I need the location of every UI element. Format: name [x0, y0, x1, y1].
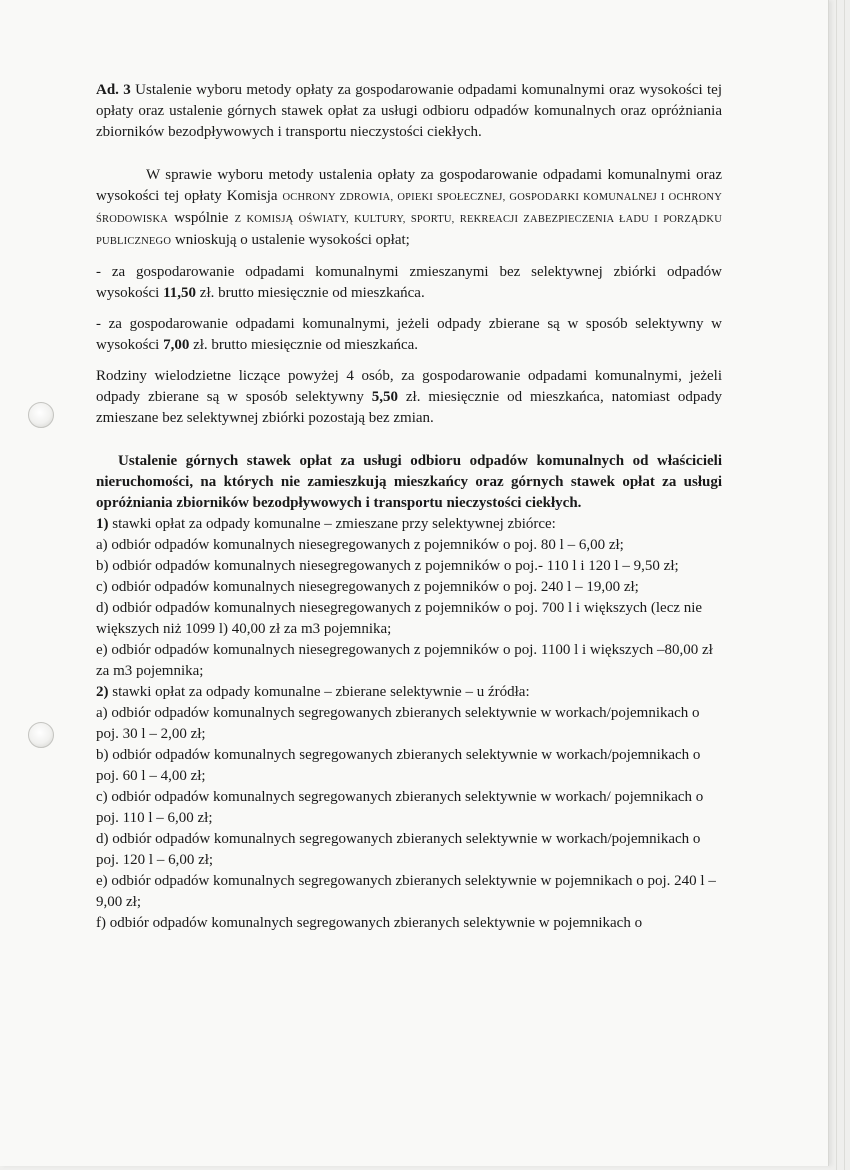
section1-number: 1) [96, 516, 109, 532]
bullet-selective-waste [96, 314, 722, 356]
bullet-selective-amount: 7,00 [163, 337, 190, 353]
section1-title [96, 514, 722, 535]
list-item: b) odbiór odpadów komunalnych segregowanych zbieranych selektywnie w workach/pojemnikach o poj. 60 l – 4,00 zł; [96, 747, 701, 784]
bullet-mixed-amount: 11,50 [163, 285, 197, 301]
rates-heading-text: Ustalenie górnych stawek opłat za usługi odbioru odpadów komunalnych od właścicieli nieruchomości, na których nie zamieszkują mieszkańcy oraz górnych stawek opłat za usługi opróżniania zbiorników bezodpływowych i transportu nieczystości ciekłych. [96, 453, 722, 511]
list-item: a) odbiór odpadów komunalnych niesegregowanych z pojemników o poj. 80 l – 6,00 zł; [96, 537, 624, 553]
section1-title-text: stawki opłat za odpady komunalne – zmieszane przy selektywnej zbiórce: [108, 516, 556, 532]
commission-joint: wspólnie [168, 210, 235, 226]
page-edge [836, 0, 837, 1170]
punch-hole-top [28, 402, 54, 428]
list-item: e) odbiór odpadów komunalnych niesegregowanych z pojemników o poj. 1100 l i większych –80,00 zł za m3 pojemnika; [96, 642, 713, 679]
ad3-text: Ustalenie wyboru metody opłaty za gospodarowanie odpadami komunalnymi oraz wysokości tej opłaty oraz ustalenie górnych stawek opłat za usługi odbioru odpadów komunalnych oraz opróżniania zbiorników bezodpływowych i transportu nieczystości ciekłych. [96, 82, 722, 140]
list-item: d) odbiór odpadów komunalnych niesegregowanych z pojemników o poj. 700 l i większych (lecz nie większych niż 1099 l) 40,00 zł za m3 pojemnika; [96, 600, 703, 637]
list-item: e) odbiór odpadów komunalnych segregowanych zbieranych selektywnie w pojemnikach o poj. 240 l – 9,00 zł; [96, 873, 716, 910]
bullet-mixed-waste [96, 262, 722, 304]
document-body [96, 80, 722, 934]
bullet-selective-post: zł. brutto miesięcznie od mieszkańca. [189, 337, 419, 353]
commission-lead: W sprawie wyboru metody ustalenia opłaty za gospodarowanie odpadami komunalnymi oraz wysokości tej opłaty Komisja [96, 167, 722, 204]
bullet-mixed-post: zł. brutto miesięcznie od mieszkańca. [196, 285, 425, 301]
families-post: zł. miesięcznie od mieszkańca, natomiast odpady zmieszane bez selektywnej zbiórki pozostają bez zmian. [96, 389, 723, 426]
list-item: f) odbiór odpadów komunalnych segregowanych zbieranych selektywnie w pojemnikach o [96, 915, 643, 931]
section2-title [96, 682, 722, 703]
bullet-selective-text: - za gospodarowanie odpadami komunalnymi, jeżeli odpady zbierane są w sposób selektywny w wysokości [96, 316, 722, 353]
list-item: b) odbiór odpadów komunalnych niesegregowanych z pojemników o poj.- 110 l i 120 l – 9,50 zł; [96, 558, 679, 574]
commission-health: OCHRONY ZDROWIA, OPIEKI SPOŁECZNEJ, GOSPODARKI KOMUNALNEJ I OCHRONY ŚRODOWISKA [96, 192, 722, 225]
page-edge [844, 0, 845, 1170]
rates-heading [96, 451, 722, 514]
ad3-paragraph [96, 80, 722, 143]
families-text: Rodziny wielodzietne liczące powyżej 4 osób, za gospodarowanie odpadami komunalnymi, jeżeli odpady zbierane są w sposób selektywny [96, 368, 722, 405]
commission-education: Z KOMISJĄ OŚWIATY, KULTURY, SPORTU, REKREACJI ZABEZPIECZENIA ŁADU I PORZĄDKU PUBLICZNEGO [96, 214, 722, 247]
section2-number: 2) [96, 684, 109, 700]
list-item: c) odbiór odpadów komunalnych segregowanych zbieranych selektywnie w workach/ pojemnikach o poj. 110 l – 6,00 zł; [96, 789, 704, 826]
ad3-label: Ad. 3 [96, 82, 131, 98]
commission-paragraph [96, 165, 722, 252]
list-item: d) odbiór odpadów komunalnych segregowanych zbieranych selektywnie w workach/pojemnikach o poj. 120 l – 6,00 zł; [96, 831, 701, 868]
commission-tail: wnioskują o ustalenie wysokości opłat; [171, 232, 410, 248]
list-item: c) odbiór odpadów komunalnych niesegregowanych z pojemników o poj. 240 l – 19,00 zł; [96, 579, 639, 595]
section2-title-text: stawki opłat za odpady komunalne – zbierane selektywnie – u źródła: [108, 684, 530, 700]
list-item: a) odbiór odpadów komunalnych segregowanych zbieranych selektywnie w workach/pojemnikach o poj. 30 l – 2,00 zł; [96, 705, 700, 742]
families-paragraph [96, 366, 722, 429]
punch-hole-bottom [28, 722, 54, 748]
bullet-mixed-text: - za gospodarowanie odpadami komunalnymi zmieszanymi bez selektywnej zbiórki odpadów wysokości [96, 264, 722, 301]
families-amount: 5,50 [371, 389, 398, 405]
